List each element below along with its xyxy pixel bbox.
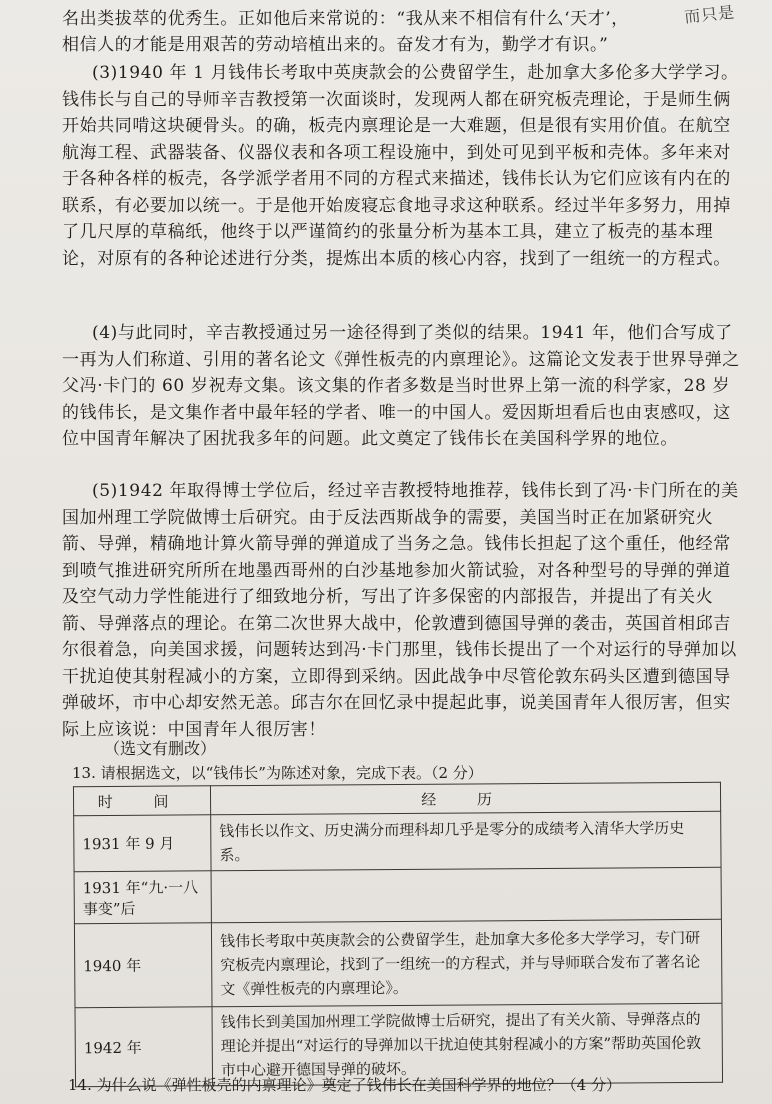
paragraph-4: (4)与此同时，辛吉教授通过另一途径得到了类似的结果。1941 年，他们合写成了一再为人们称道、引用的著名论文《弹性板壳的内禀理论》。这篇论文发表于世界导弹之父冯·卡门的 60 岁祝寿文集。该文集的作者多数是当时世界上第一流的科学家，28 岁的钱伟长，是文集作者中最年轻的学者、唯一的中国人。爱因斯坦看后也由衷感叹，这位中国青年解决了困扰我多年的问题。此文奠定了钱伟长在美国科学界的地位。 — [62, 323, 740, 449]
row-time: 1931 年“九·一八事变”后 — [74, 871, 211, 924]
table-row — [74, 919, 722, 1008]
header-experience: 经 历 — [210, 782, 720, 815]
table-row — [74, 867, 721, 924]
header-time: 时 间 — [73, 786, 210, 816]
experience-table — [73, 782, 723, 1088]
row-time: 1931 年 9 月 — [74, 815, 211, 872]
handwritten-note: 而只是 — [683, 2, 736, 27]
intro-line-2: 相信人的才能是用艰苦的劳动培植出来的。奋发才有为，勤学才有识。” — [62, 35, 609, 55]
paragraph-3: (3)1940 年 1 月钱伟长考取中英庚款会的公费留学生，赴加拿大多伦多大学学习。钱伟长与自己的导师辛吉教授第一次面谈时，发现两人都在研究板壳理论，于是师生俩开始共同啃这块硬骨头。的确，板壳内禀理论是一大难题，但是很有实用价值。在航空航海工程、武器装备、仪器仪表和各项工程设施中，到处可见到平板和壳体。多年来对于各种各样的板壳，各学派学者用不同的方程式来描述，钱伟长认为它们应该有内在的联系，有必要加以统一。于是他开始废寝忘食地寻求这种联系。经过半年多努力，用掉了几尺厚的草稿纸，他终于以严谨简约的张量分析为基本工具，建立了板壳的基本理论，对原有的各种论述进行分类，提炼出本质的核心内容，找到了一组统一的方程式。 — [62, 63, 739, 269]
row-desc: 钱伟长以作文、历史满分而理科却几乎是零分的成绩考入清华大学历史系。 — [211, 811, 721, 871]
answer-blank[interactable] — [211, 867, 721, 923]
row-time: 1942 年 — [75, 1007, 213, 1087]
source-note: （选文有删改） — [104, 739, 217, 758]
paragraph-5: (5)1942 年取得博士学位后，经过辛吉教授特地推荐，钱伟长到了冯·卡门所在的美国加州理工学院做博士后研究。由于反法西斯战争的需要，美国当时正在加紧研究火箭、导弹，精确地计算火箭导弹的弹道成了当务之急。钱伟长担起了这个重任，他经常到喷气推进研究所所在地墨西哥州的白沙基地参加火箭试验，对各种型号的导弹的弹道及空气动力学性能进行了细致地分析，写出了许多保密的内部报告，并提出了有关火箭、导弹落点的理论。在第二次世界大战中，伦敦遭到德国导弹的袭击，英国首相邱吉尔很着急，向美国求援，问题转达到冯·卡门那里，钱伟长提出了一个对运行的导弹加以干扰迫使其射程减小的方案，立即得到采纳。因此战争中尽管伦敦东码头区遭到德国导弹破坏，市中心却安然无恙。邱吉尔在回忆录中提起此事，说美国青年人很厉害，但实际上应该说：中国青年人很厉害！ — [62, 481, 739, 740]
row-desc: 钱伟长考取中英庚款会的公费留学生，赴加拿大多伦多大学学习，专门研究板壳内禀理论，找到了一组统一的方程式，并与导师联合发布了著名论文《弹性板壳的内禀理论》。 — [211, 919, 722, 1007]
question-14-prompt: 14. 为什么说《弹性板壳的内禀理论》奠定了钱伟长在美国科学界的地位？（4 分） — [68, 1076, 621, 1094]
row-desc: 钱伟长到美国加州理工学院做博士后研究，提出了有关火箭、导弹落点的理论并提出“对运行的导弹加以干扰迫使其射程减小的方案”帮助英国伦敦市中心避开德国导弹的破坏。 — [212, 1003, 723, 1086]
intro-line-1: 名出类拔萃的优秀生。正如他后来常说的：“我从来不相信有什么‘天才’， — [62, 9, 629, 29]
table-header-row — [73, 782, 720, 816]
row-time: 1940 年 — [74, 923, 212, 1008]
question-13-prompt: 13. 请根据选文，以“钱伟长”为陈述对象，完成下表。（2 分） — [72, 764, 483, 782]
table-row — [74, 811, 721, 872]
